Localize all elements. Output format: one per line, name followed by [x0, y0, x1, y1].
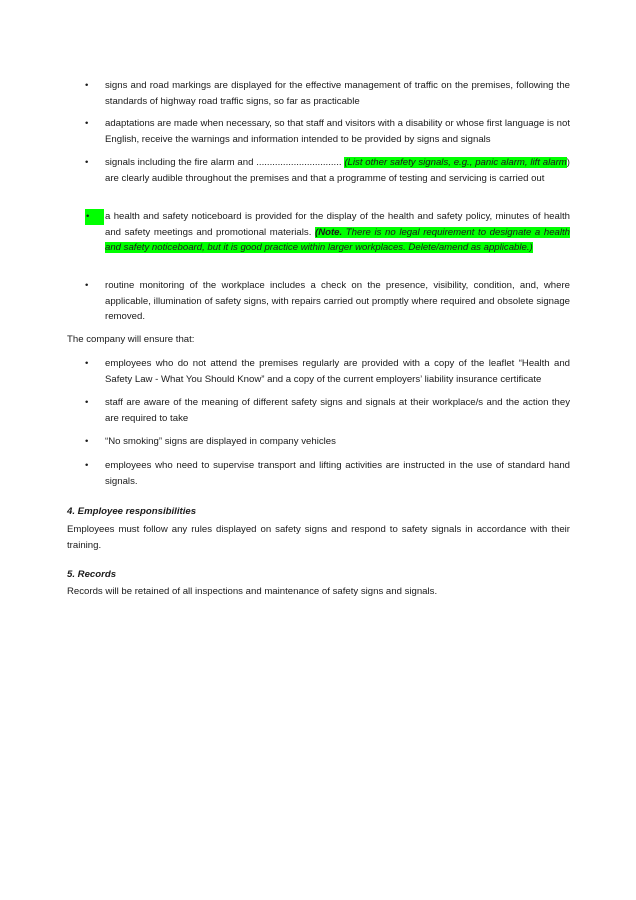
note-text: There is no legal requirement to designate a health and safety noticeboard, but it is good practice within larger workplaces. Delete/amend as applicable.) — [105, 226, 570, 254]
bullet-icon: • — [85, 436, 89, 447]
list-item — [67, 434, 570, 450]
list-item — [67, 356, 570, 387]
list-item — [67, 209, 570, 256]
bullet-icon: • — [85, 118, 89, 129]
bullet-icon: • — [85, 280, 89, 291]
list-item-text: routine monitoring of the workplace includes a check on the presence, visibility, condition, and, where applicable, illumination of safety signs, with repairs carried out promptly where required and obsolete signage removed. — [105, 280, 570, 323]
bullet-icon: • — [85, 397, 89, 408]
list-item-text — [105, 209, 570, 256]
list-item-text: “No smoking” signs are displayed in company vehicles — [105, 436, 336, 447]
section-heading-records: 5. Records — [67, 569, 117, 580]
list-item-text — [105, 155, 570, 186]
list-item-text: adaptations are made when necessary, so that staff and visitors with a disability or whose first language is not English, receive the warnings and information intended to be provided by signs and signals — [105, 118, 570, 145]
list-item-text-pre: a health and safety noticeboard is provided for the display of the health and safety policy, minutes of health and safety meetings and promotional materials. — [105, 211, 570, 238]
section-body-records: Records will be retained of all inspections and maintenance of safety signs and signals. — [67, 586, 438, 597]
section-heading-employee-responsibilities: 4. Employee responsibilities — [67, 506, 197, 517]
list-item — [67, 78, 570, 109]
list-item-text: staff are aware of the meaning of different safety signs and signals at their workplace/s and the action they are required to take — [105, 397, 570, 424]
list-item — [67, 155, 570, 186]
bullet-icon: • — [85, 80, 89, 91]
list-item — [67, 395, 570, 426]
bullet-icon: • — [85, 358, 89, 369]
highlighted-note: (List other safety signals, e.g., panic alarm, lift alarm — [344, 157, 567, 168]
bullet-icon: • — [85, 460, 89, 471]
list-item — [67, 116, 570, 147]
list-item-text: employees who do not attend the premises regularly are provided with a copy of the leaflet “Health and Safety Law - What You Should Know” and a copy of the current employers’ liability insurance certificate — [105, 358, 570, 385]
bullet-icon: • — [85, 157, 89, 168]
intro-paragraph: The company will ensure that: — [67, 334, 195, 345]
note-label: (Note. — [315, 226, 343, 238]
bullet-icon: • — [85, 209, 104, 225]
list-item — [67, 278, 570, 325]
list-item-text-pre: signals including the fire alarm and ................................ — [105, 157, 345, 168]
list-item — [67, 458, 570, 489]
section-body-employee-responsibilities: Employees must follow any rules displayed on safety signs and respond to safety signals in accordance with their training. — [67, 524, 570, 551]
list-item-text: signs and road markings are displayed for the effective management of traffic on the premises, following the standards of highway road traffic signs, so far as practicable — [105, 80, 570, 107]
list-item-text-post: ) are clearly audible throughout the premises and that a programme of testing and servicing is carried out — [105, 157, 570, 184]
list-item-text: employees who need to supervise transport and lifting activities are instructed in the use of standard hand signals. — [105, 460, 570, 487]
